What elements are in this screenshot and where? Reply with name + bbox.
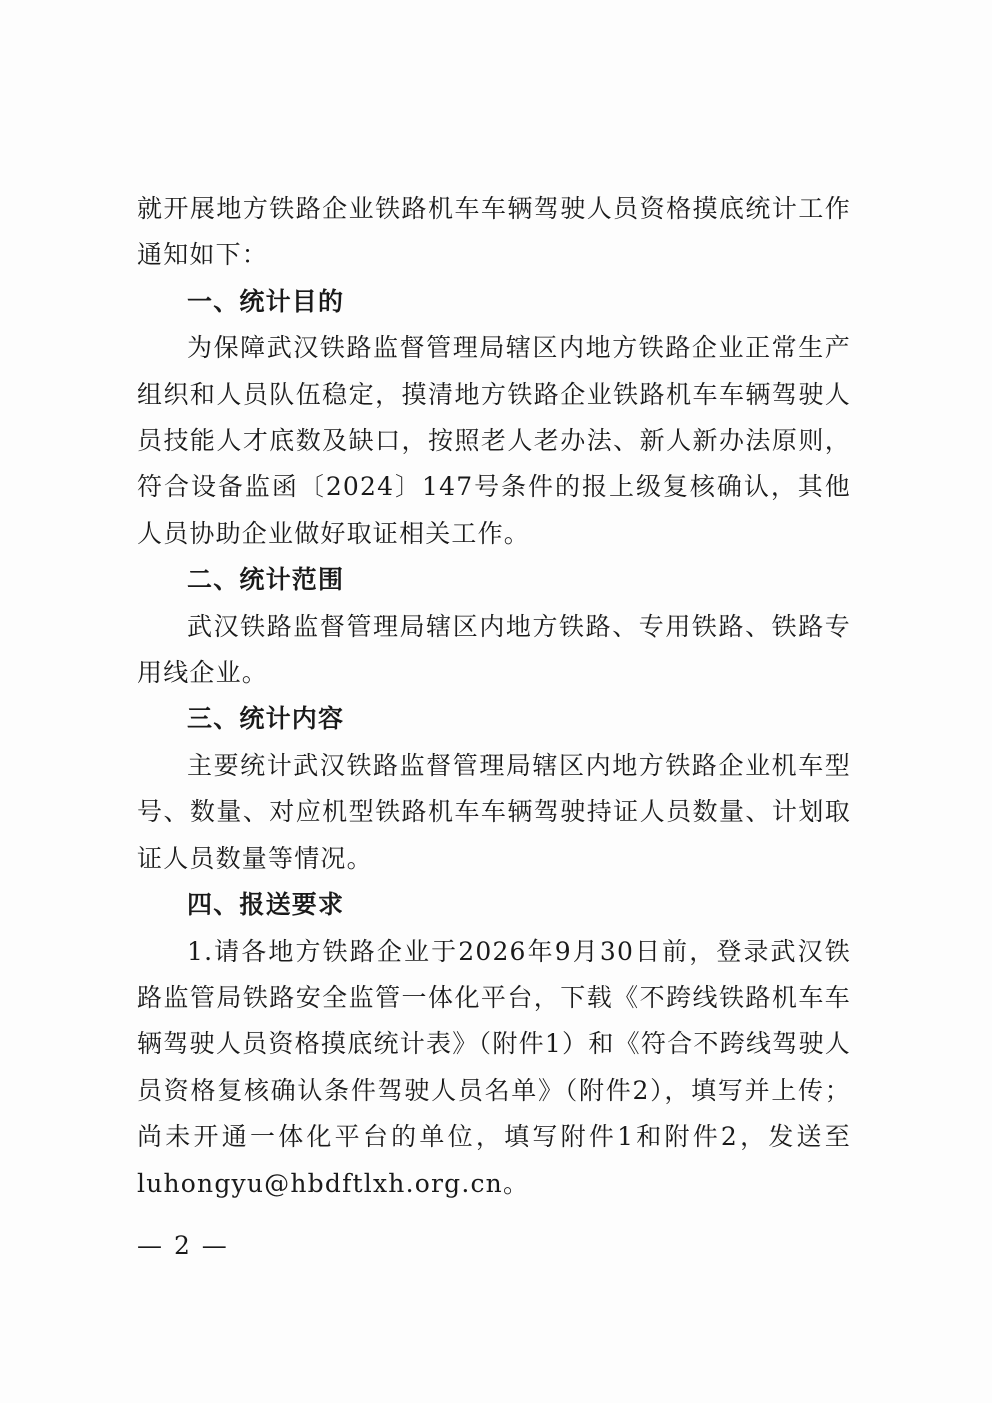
section-paragraph-requirements: 1.请各地方铁路企业于2026年9月30日前，登录武汉铁路监管局铁路安全监管一体化平台，下载《不跨线铁路机车车辆驾驶人员资格摸底统计表》（附件1）和《符合不跨线驾驶人员资格复核确认条件驾驶人员名单》（附件2），填写并上传；尚未开通一体化平台的单位，填写附件1和附件2，发送至luhongyu@hbdftlxh.org.cn。 bbox=[137, 936, 851, 1198]
section-paragraph-scope: 武汉铁路监督管理局辖区内地方铁路、专用铁路、铁路专用线企业。 bbox=[137, 611, 851, 688]
document-body bbox=[137, 186, 851, 1207]
page-number: — 2 — bbox=[137, 1231, 229, 1260]
section-heading-requirements: 四、报送要求 bbox=[187, 890, 345, 920]
section-paragraph-purpose: 为保障武汉铁路监督管理局辖区内地方铁路企业正常生产组织和人员队伍稳定，摸清地方铁路企业铁路机车车辆驾驶人员技能人才底数及缺口，按照老人老办法、新人新办法原则，符合设备监函〔2024〕147号条件的报上级复核确认，其他人员协助企业做好取证相关工作。 bbox=[137, 333, 851, 548]
section-heading-content: 三、统计内容 bbox=[187, 704, 345, 734]
section-paragraph-content: 主要统计武汉铁路监督管理局辖区内地方铁路企业机车型号、数量、对应机型铁路机车车辆驾驶持证人员数量、计划取证人员数量等情况。 bbox=[137, 750, 851, 873]
intro-paragraph: 就开展地方铁路企业铁路机车车辆驾驶人员资格摸底统计工作通知如下： bbox=[137, 194, 851, 270]
section-heading-scope: 二、统计范围 bbox=[187, 565, 345, 595]
section-heading-purpose: 一、统计目的 bbox=[187, 286, 345, 316]
